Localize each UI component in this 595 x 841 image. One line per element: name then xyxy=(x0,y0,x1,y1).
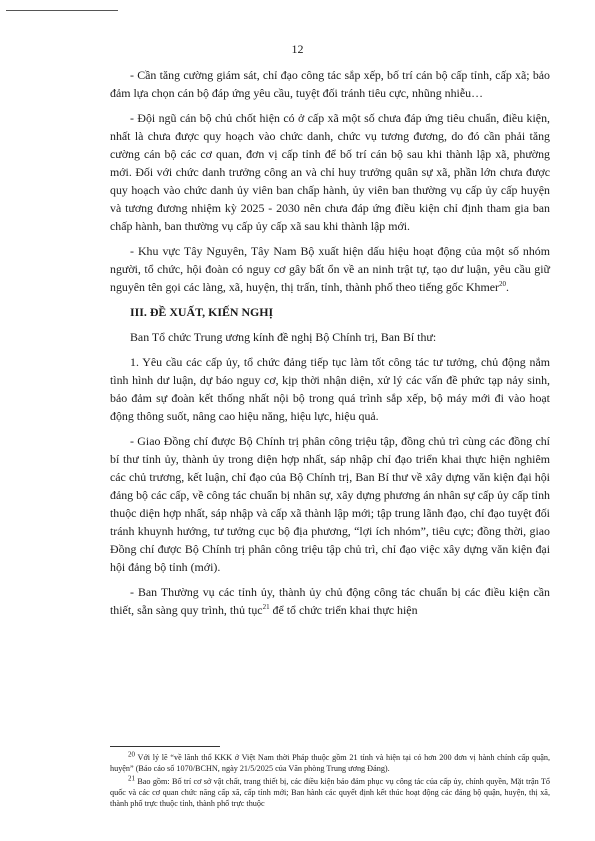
paragraph-text: - Ban Thường vụ các tỉnh ủy, thành ủy chủ động công tác chuẩn bị các điều kiện cần thiết, sẵn sàng quy trình, thủ tục xyxy=(110,585,550,617)
paragraph-assign-comrade: - Giao Đồng chí được Bộ Chính trị phân công triệu tập, đồng chủ trì cùng các đồng chí bí thư tỉnh ủy, thành ủy trong diện hợp nhất, sáp nhập chỉ đạo triển khai thực hiện nghiêm các chủ trương, kết luận, chỉ đạo của Bộ Chính trị, Ban Bí thư về xây dựng văn kiện đại hội đảng bộ các cấp, về công tác chuẩn bị nhân sự, xây dựng phương án nhân sự cấp ủy cấp tỉnh thuộc diện hợp nhất, sáp nhập và cấp xã thành lập mới; tập trung lãnh đạo, chỉ đạo tuyệt đối tránh khuynh hướng, tư tưởng cục bộ địa phương, “lợi ích nhóm”, tiêu cực; đồng thời, giao Đồng chí được Bộ Chính trị phân công triệu tập chủ trì, chỉ đạo việc xây dựng văn kiện đại hội đảng bộ tỉnh (mới). xyxy=(110,434,550,574)
footnotes xyxy=(110,752,550,811)
section-heading: III. ĐỀ XUẤT, KIẾN NGHỊ xyxy=(130,305,274,319)
paragraph-request-intro: Ban Tổ chức Trung ương kính đề nghị Bộ Chính trị, Ban Bí thư: xyxy=(130,330,437,344)
paragraph-tail: để tổ chức triển khai thực hiện xyxy=(269,603,418,617)
footnote-21 xyxy=(110,776,550,809)
footnote-ref-21[interactable]: 21 xyxy=(262,603,270,612)
footnote-text: Với lý lẽ “về lãnh thổ KKK ở Việt Nam thời Pháp thuộc gồm 21 tỉnh và hiện tại có hơn 200 đơn vị hành chính cấp quận, huyện” (Báo cáo số 1070/BCHN, ngày 21/5/2025 của Văn phòng Trung ương Đảng). xyxy=(110,753,550,773)
paragraph-recommendation-1: 1. Yêu cầu các cấp ủy, tổ chức đảng tiếp tục làm tốt công tác tư tưởng, chủ động nắm tình hình dư luận, dự báo nguy cơ, kịp thời nhận diện, xử lý các vấn đề phức tạp nảy sinh, bảo đảm sự đoàn kết thống nhất nội bộ trong quá trình sắp xếp, bộ máy mới đi vào hoạt động thông suốt, nâng cao hiệu năng, hiệu lực, hiệu quả. xyxy=(110,355,550,423)
page-number: 12 xyxy=(291,42,304,56)
header-rule xyxy=(6,10,118,11)
paragraph-highlands-region xyxy=(110,242,550,296)
footnote-separator xyxy=(110,746,220,747)
paragraph-commune-cadres: - Đội ngũ cán bộ chủ chốt hiện có ở cấp xã một số chưa đáp ứng tiêu chuẩn, điều kiện, nhất là chưa được quy hoạch vào chức danh, chức vụ tương đương, do đó cần phải tăng cường cán bộ các cơ quan, đơn vị cấp tỉnh để bố trí cán bộ sau khi thành lập xã, phường mới. Đối với chức danh trưởng công an và chỉ huy trưởng quân sự xã, phần lớn chưa được quy hoạch vào chức danh ủy viên ban chấp hành, ủy viên ban thường vụ cấp ủy cấp huyện và tương đương nhiệm kỳ 2025 - 2030 nên chưa đáp ứng điều kiện chỉ định tham gia ban chấp hành, ban thường vụ cấp ủy cấp xã sau khi thành lập mới. xyxy=(110,111,550,233)
paragraph-supervision: - Cần tăng cường giám sát, chỉ đạo công tác sắp xếp, bố trí cán bộ cấp tỉnh, cấp xã; bảo đảm lựa chọn cán bộ đáp ứng yêu cầu, tuyệt đối tránh tiêu cực, nhũng nhiễu… xyxy=(110,68,550,100)
footnote-ref-20[interactable]: 20 xyxy=(499,280,506,289)
document-body xyxy=(110,66,550,626)
footnote-number: 20 xyxy=(128,750,135,759)
footnote-20 xyxy=(110,752,550,774)
paragraph-text: - Khu vực Tây Nguyên, Tây Nam Bộ xuất hiện dấu hiệu hoạt động của một số nhóm người, tổ chức, hội đoàn có nguy cơ gây bất ổn về an ninh trật tự, tạo dư luận, yêu cầu giữ nguyên tên gọi các làng, xã, huyện, thị trấn, tỉnh, thành phố theo tiếng gốc Khmer xyxy=(110,244,550,294)
paragraph-tail: . xyxy=(506,280,509,294)
paragraph-standing-committee xyxy=(110,583,550,619)
footnote-number: 21 xyxy=(128,774,135,783)
footnote-text: Bao gồm: Bố trí cơ sở vật chất, trang thiết bị, các điều kiện bảo đảm phục vụ công tác của cấp ủy, chính quyền, Mặt trận Tổ quốc và các cơ quan chức năng cấp xã, cấp tỉnh mới; Ban hành các quyết định kết thúc hoạt động các đảng bộ quận, huyện, thị xã, thành phố trực thuộc tỉnh, thành phố trực thuộc xyxy=(110,777,550,808)
